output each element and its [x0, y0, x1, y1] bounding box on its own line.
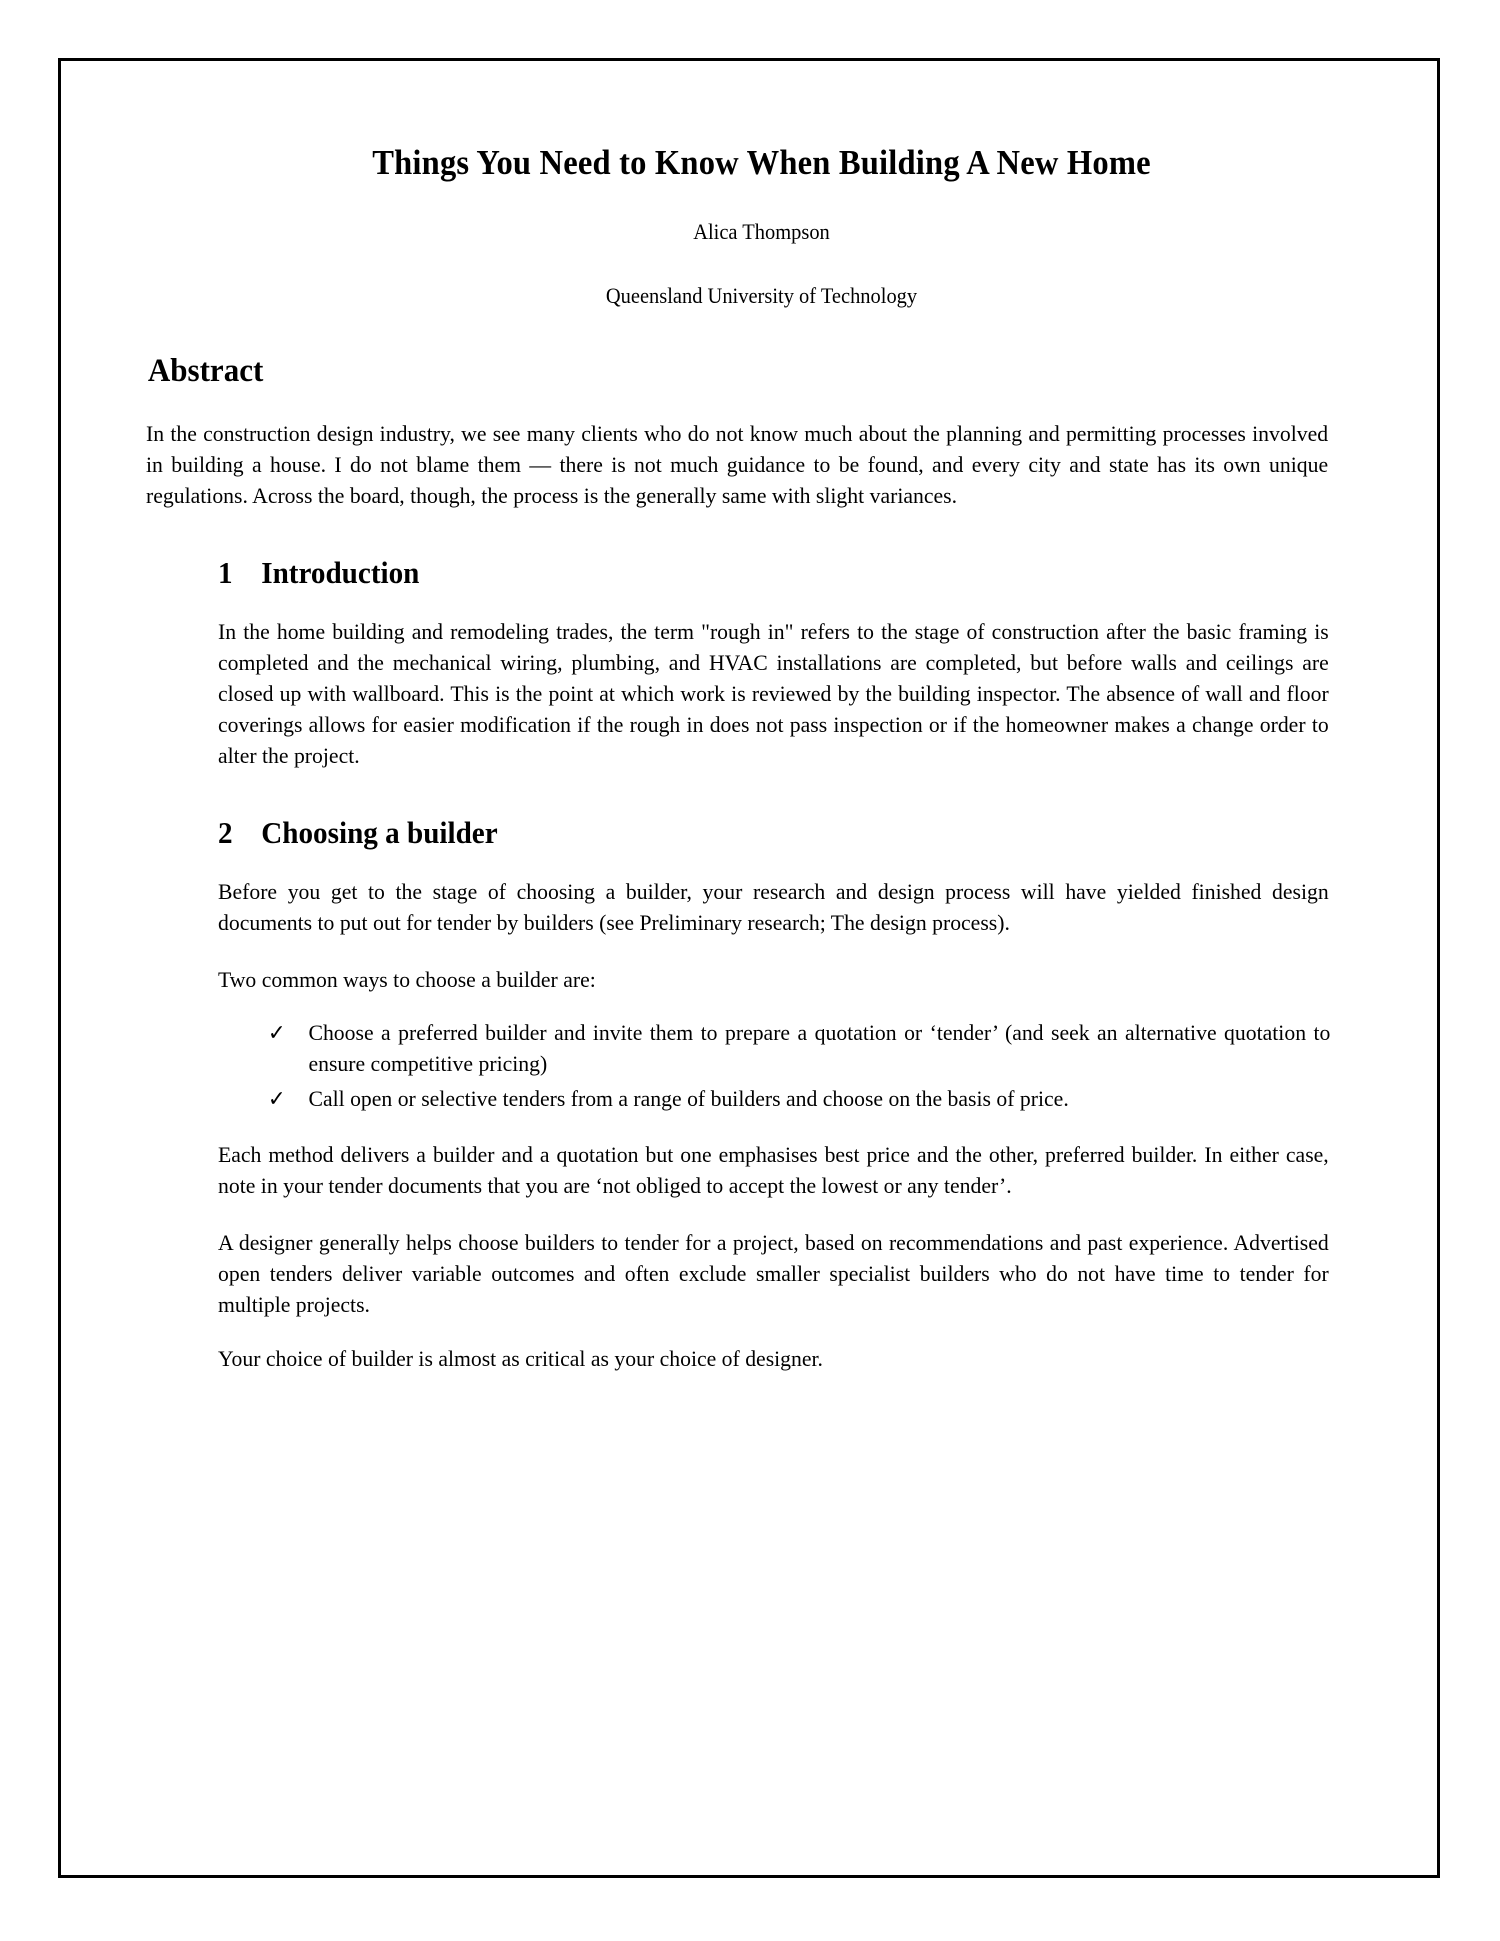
section-heading-choosing-a-builder — [218, 815, 1300, 851]
list-item-text: Call open or selective tenders from a range of builders and choose on the basis of price. — [308, 1085, 1069, 1111]
section-1-paragraph-1: In the home building and remodeling trades, the term "rough in" refers to the stage of construction after the basic framing is completed and the mechanical wiring, plumbing, and HVAC installations are completed, but before walls and ceilings are closed up with wallboard. This is the point at which work is reviewed by the building inspector. The absence of wall and floor coverings allows for easier modification if the rough in does not pass inspection or if the homeowner makes a change order to alter the project. — [218, 619, 1329, 768]
list-item — [266, 1018, 1330, 1080]
section-number: 2 — [218, 815, 233, 851]
section-heading-introduction — [218, 555, 1300, 591]
section-title: Introduction — [261, 555, 420, 591]
page-title: Things You Need to Know When Building A New Home — [372, 143, 1151, 182]
section-2-paragraph-1: Before you get to the stage of choosing a builder, your research and design process will have yielded finished design documents to put out for tender by builders (see Preliminary research; The design process). — [218, 879, 1329, 936]
check-icon: ✓ — [267, 1085, 286, 1111]
builder-options-list — [218, 1018, 1369, 1114]
section-2-paragraph-2: Two common ways to choose a builder are: — [218, 967, 596, 993]
section-2-paragraph-4: A designer generally helps choose builders to tender for a project, based on recommendations and past experience. Advertised open tenders deliver variable outcomes and often exclude smaller specialist builders who do not have time to tender for multiple projects. — [218, 1229, 1329, 1317]
author-affiliation: Queensland University of Technology — [605, 283, 918, 309]
abstract-text: In the construction design industry, we see many clients who do not know much about the planning and permitting processes involved in building a house. I do not blame them — there is not much guidance to be found, and every city and state has its own unique regulations. Across the board, though, the process is the generally same with slight variances. — [146, 421, 1329, 509]
list-item-text: Choose a preferred builder and invite them to prepare a quotation or ‘tender’ (and seek an alternative quotation to ensure competitive pricing) — [308, 1019, 1331, 1076]
author-name: Alica Thompson — [693, 219, 830, 245]
section-number: 1 — [218, 555, 233, 591]
page-sheet — [58, 58, 1440, 1878]
page-content-area — [61, 61, 1437, 1875]
section-2-paragraph-5: Your choice of builder is almost as critical as your choice of designer. — [218, 1346, 823, 1372]
body-column — [218, 555, 1369, 1375]
list-item — [266, 1084, 1330, 1115]
section-2-paragraph-3: Each method delivers a builder and a quotation but one emphasises best price and the other, preferred builder. In either case, note in your tender documents that you are ‘not obliged to accept the lowest or any tender’. — [218, 1142, 1329, 1199]
abstract-heading: Abstract — [147, 353, 264, 390]
section-title: Choosing a builder — [261, 815, 498, 851]
check-icon: ✓ — [267, 1019, 286, 1045]
